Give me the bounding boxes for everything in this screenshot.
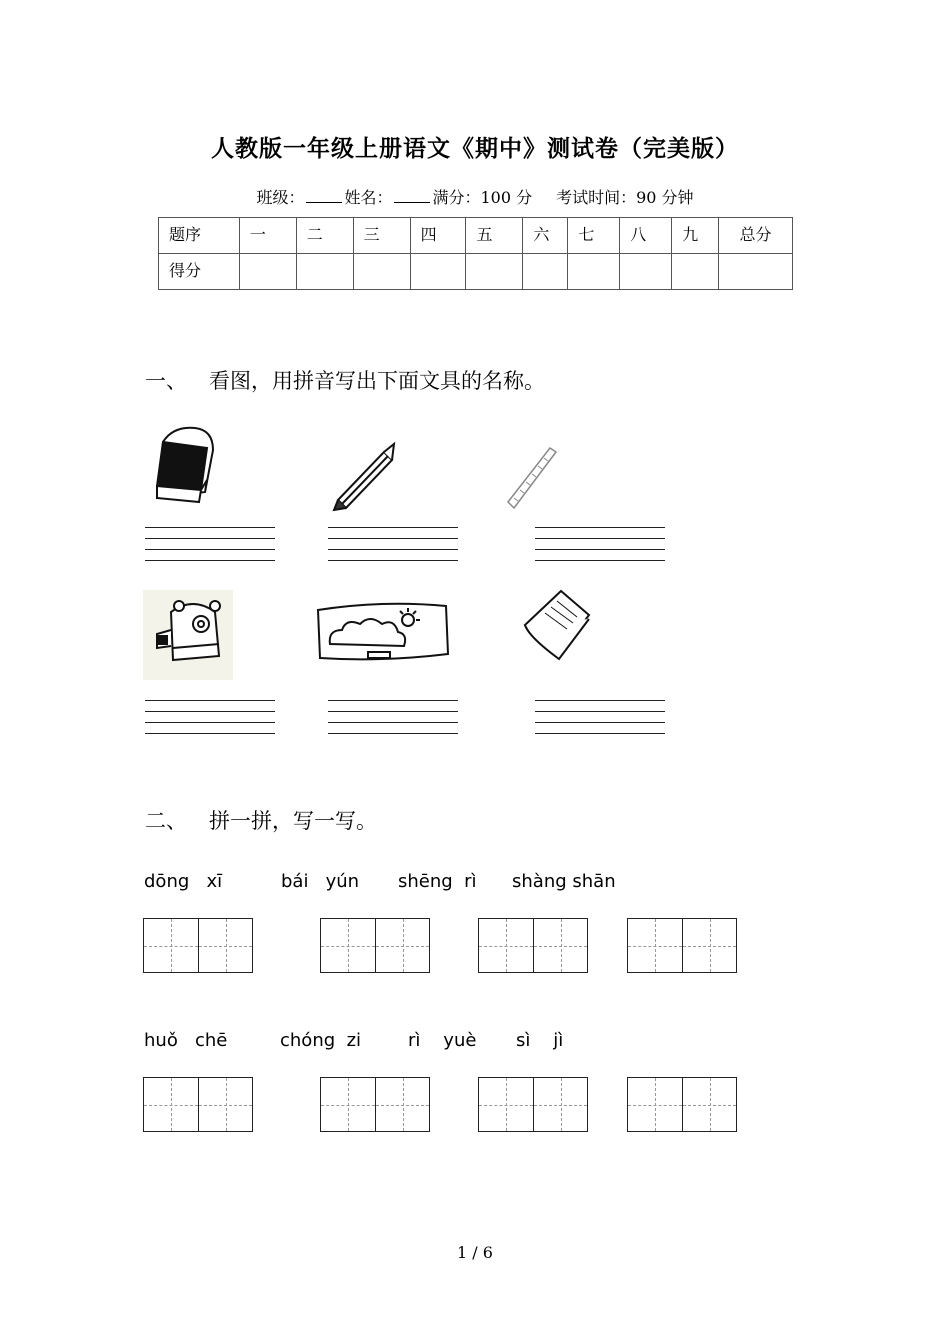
- answer-lines[interactable]: [328, 700, 458, 740]
- name-blank[interactable]: [394, 190, 430, 203]
- sharpener-icon: [143, 590, 233, 680]
- page-number: 1 / 6: [457, 1243, 493, 1262]
- header-cell: 一: [239, 218, 296, 254]
- writing-grid[interactable]: [143, 918, 253, 973]
- writing-grid[interactable]: [478, 918, 588, 973]
- exam-info: [0, 185, 950, 208]
- score-cell[interactable]: [672, 254, 719, 290]
- writing-grid[interactable]: [627, 918, 737, 973]
- header-cell: 题序: [159, 218, 240, 254]
- answer-lines[interactable]: [145, 527, 275, 567]
- score-table: [158, 217, 793, 290]
- score-cell[interactable]: [410, 254, 466, 290]
- pencil-icon: [320, 430, 410, 520]
- score-header-row: [159, 218, 793, 254]
- answer-lines[interactable]: [328, 527, 458, 567]
- writing-grid[interactable]: [320, 1077, 430, 1132]
- pinyin-label: rì yuè: [408, 1030, 477, 1051]
- header-cell: 三: [353, 218, 410, 254]
- pinyin-label: shàng shān: [512, 871, 616, 892]
- exam-time: 考试时间：90 分钟: [556, 188, 694, 207]
- header-cell: 六: [523, 218, 568, 254]
- score-cell[interactable]: [568, 254, 620, 290]
- score-value-row: [159, 254, 793, 290]
- writing-grid[interactable]: [320, 918, 430, 973]
- writing-grid[interactable]: [143, 1077, 253, 1132]
- score-cell[interactable]: [466, 254, 523, 290]
- writing-grid[interactable]: [478, 1077, 588, 1132]
- pinyin-label: chóng zi: [280, 1030, 362, 1051]
- row-label: 得分: [159, 254, 240, 290]
- header-cell: 二: [296, 218, 353, 254]
- pinyin-label: dōng xī: [144, 871, 223, 892]
- header-cell: 七: [568, 218, 620, 254]
- pencil-case-icon: [312, 600, 452, 665]
- header-cell: 八: [620, 218, 672, 254]
- answer-lines[interactable]: [535, 527, 665, 567]
- class-blank[interactable]: [306, 190, 342, 203]
- score-cell[interactable]: [523, 254, 568, 290]
- score-cell[interactable]: [620, 254, 672, 290]
- header-cell: 九: [672, 218, 719, 254]
- full-score: 满分：100 分: [432, 188, 533, 207]
- page-title: 人教版一年级上册语文《期中》测试卷（完美版）: [211, 136, 739, 162]
- section-number: 一、: [145, 369, 187, 393]
- pinyin-label: shēng rì: [398, 871, 477, 892]
- pinyin-label: sì jì: [516, 1030, 564, 1051]
- eraser-icon: [145, 420, 235, 510]
- section-1-heading: [145, 365, 545, 395]
- writing-grid[interactable]: [627, 1077, 737, 1132]
- score-cell[interactable]: [353, 254, 410, 290]
- header-cell: 五: [466, 218, 523, 254]
- score-cell[interactable]: [296, 254, 353, 290]
- header-cell: 四: [410, 218, 466, 254]
- class-label: 班级：: [256, 188, 305, 207]
- section-text: 拼一拼，写一写。: [209, 809, 377, 833]
- pinyin-label: huǒ chē: [144, 1030, 228, 1051]
- section-text: 看图，用拼音写出下面文具的名称。: [209, 369, 545, 393]
- score-cell[interactable]: [239, 254, 296, 290]
- pinyin-label: bái yún: [281, 871, 360, 892]
- section-2-heading: [145, 805, 377, 835]
- answer-lines[interactable]: [535, 700, 665, 740]
- answer-lines[interactable]: [145, 700, 275, 740]
- ruler-icon: [500, 440, 590, 530]
- score-cell[interactable]: [719, 254, 793, 290]
- notebook-icon: [515, 585, 605, 675]
- section-number: 二、: [145, 809, 187, 833]
- header-cell: 总分: [719, 218, 793, 254]
- name-label: 姓名：: [344, 188, 393, 207]
